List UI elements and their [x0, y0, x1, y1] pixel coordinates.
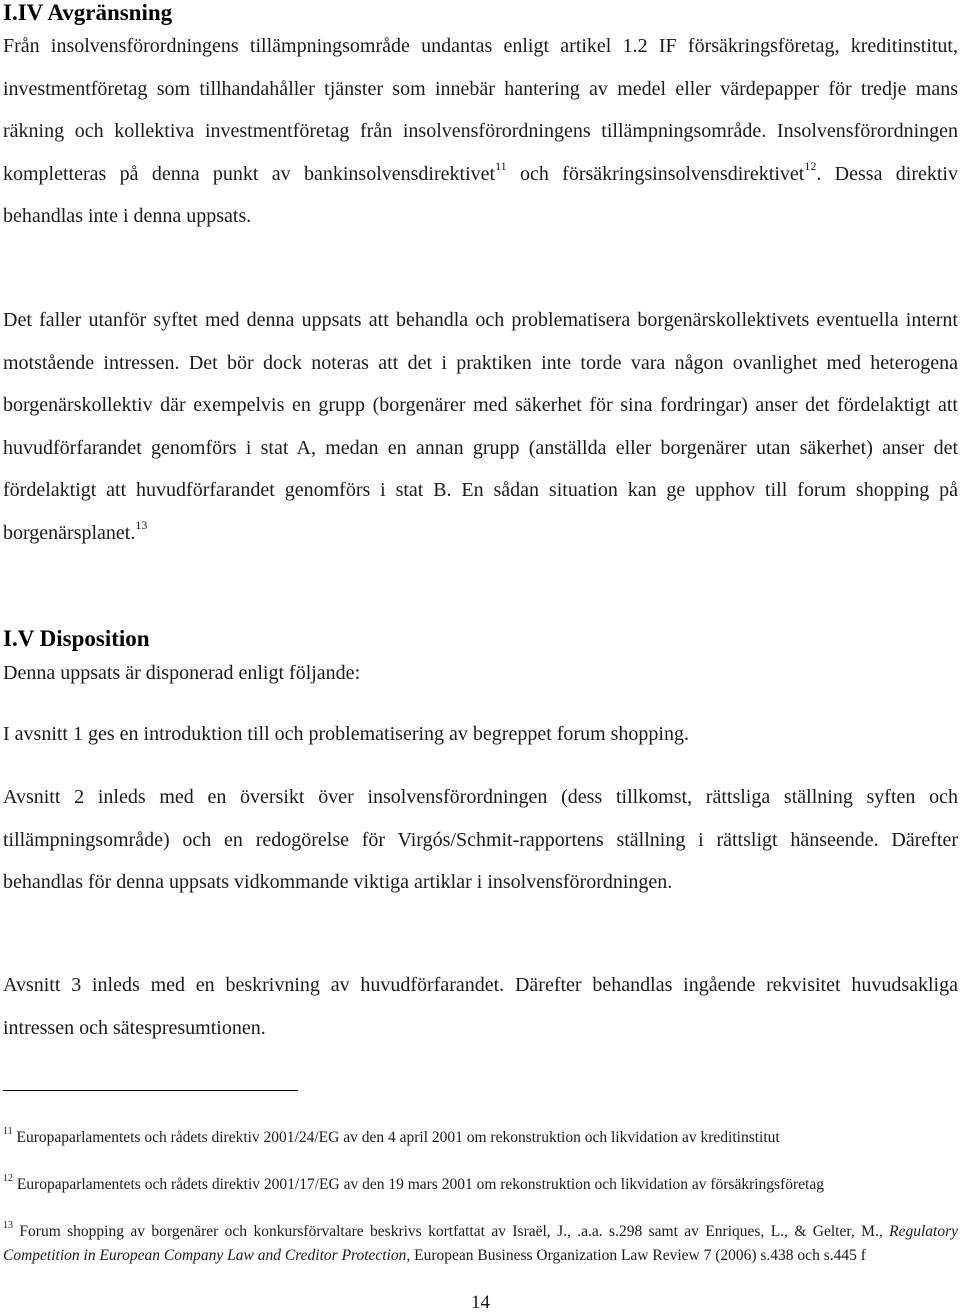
footnote-ref-11[interactable]: 11 [495, 158, 507, 173]
footnote-13-title: Regulatory Competition in European Company Law and Creditor Protection [3, 1223, 958, 1264]
footnote-12-number: 12 [3, 1172, 13, 1184]
footnote-11 [3, 1126, 958, 1150]
footnote-13-number: 13 [3, 1219, 13, 1231]
footnote-11-text: Europaparlamentets och rådets direktiv 2001/24/EG av den 4 april 2001 om rekonstruktion och likvidation av kreditinstitut [12, 1129, 780, 1146]
footnote-ref-12[interactable]: 12 [804, 158, 817, 173]
paragraph-scope-text-b: och försäkringsinsolvensdirektivet [506, 162, 805, 185]
footnote-13-text-a: Forum shopping av borgenärer och konkursförvaltare beskrivs kortfattat av Israël, J., .a.a. s.298 samt av Enriques, L., & Gelter, M., [13, 1223, 890, 1240]
footnote-13 [3, 1220, 958, 1267]
footnote-13-text-b: , European Business Organization Law Review 7 (2006) s.438 och s.445 f [406, 1246, 866, 1264]
section-heading-avgransning: I.IV Avgränsning [3, 0, 173, 25]
footnote-12 [3, 1173, 958, 1197]
paragraph-scope-text-c: . Dessa direktiv behandlas inte i denna uppsats. [3, 162, 958, 227]
footnote-11-number: 11 [3, 1125, 13, 1137]
paragraph-section-1: I avsnitt 1 ges en introduktion till och problematisering av begreppet forum shopping. [3, 723, 689, 745]
paragraph-section-2: Avsnitt 2 inleds med en översikt över insolvensförordningen (dess tillkomst, rättsliga ställning syften och tillämpningsområde) och en redogörelse för Virgós/Schmit-rapportens ställning i rättsligt hänseende. Därefter behandlas för denna uppsats vidkommande viktiga artiklar i insolvensförordningen. [3, 786, 958, 893]
paragraph-disposition-intro: Denna uppsats är disponerad enligt följande: [3, 662, 361, 684]
paragraph-scope [3, 25, 958, 238]
section-heading-disposition: I.V Disposition [3, 626, 150, 651]
paragraph-section-3: Avsnitt 3 inleds med en beskrivning av huvudförfarandet. Därefter behandlas ingående rekvisitet huvudsakliga intressen och sätespresumtionen. [3, 974, 958, 1039]
footnote-divider [3, 1090, 298, 1091]
paragraph-creditor-interests-text: Det faller utanför syftet med denna uppsats att behandla och problematisera borgenärskollektivets eventuella internt motstående intressen. Det bör dock noteras att det i praktiken inte torde vara någon ovanlighet med heterogena borgenärskollektiv där exempelvis en grupp (borgenärer med säkerhet för sina fordringar) anser det fördelaktigt att huvudförfarandet genomförs i stat A, medan en annan grupp (anställda eller borgenärer utan säkerhet) anser det fördelaktigt att huvudförfarandet genomförs i stat B. En sådan situation kan ge upphov till forum shopping på borgenärsplanet. [3, 309, 958, 544]
footnote-ref-13[interactable]: 13 [135, 517, 148, 532]
paragraph-scope-text-a: Från insolvensförordningens tillämpningsområde undantas enligt artikel 1.2 IF försäkringsföretag, kreditinstitut, investmentföretag som tillhandahåller tjänster som innebär hantering av medel eller värdepapper för tredje mans räkning och kollektiva investmentföretag från insolvensförordningens tillämpningsområde. Insolvensförordningen kompletteras på denna punkt av bankinsolvensdirektivet [3, 35, 958, 185]
page-number: 14 [471, 1292, 490, 1313]
paragraph-creditor-interests [3, 299, 958, 554]
footnote-12-text: Europaparlamentets och rådets direktiv 2001/17/EG av den 19 mars 2001 om rekonstruktion och likvidation av försäkringsföretag [13, 1176, 824, 1193]
